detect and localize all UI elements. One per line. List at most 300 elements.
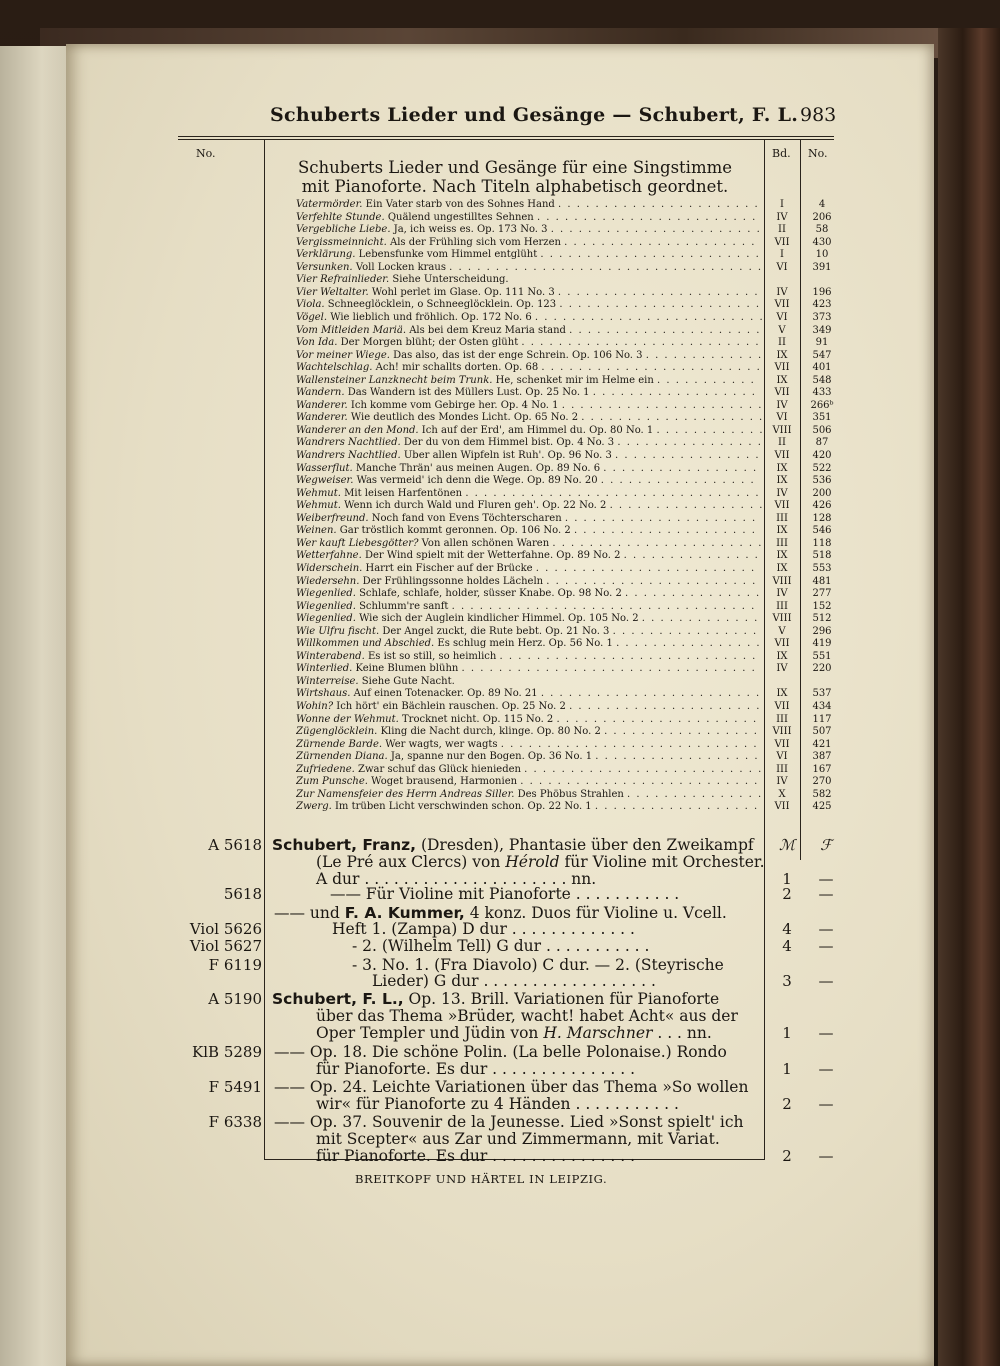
number-cell: 430 [812,236,832,248]
volume-cell: III [776,600,788,612]
number-cell: 506 [812,424,832,436]
song-incipit: Über allen Wipfeln ist Ruh'. Op. 96 No. 3 [403,450,612,461]
song-row [296,726,764,737]
entry-line: Heft 1. (Zampa) D dur . . . . . . . . . . . . . [332,920,635,938]
number-cell: 553 [812,562,832,574]
no-value: — [818,937,834,955]
entry-author: Hérold [505,853,560,871]
entry-line: —— Für Violine mit Pianoforte . . . . . . . . . . . [330,885,680,903]
song-title: Zürnende Barde. [296,738,383,750]
leader-dots: . . . . . . . . . . . [657,374,756,386]
column-header-no-left: No. [196,147,216,160]
song-row [296,400,764,411]
song-incipit: Wohl perlet im Glase. Op. 111 No. 3 [371,286,555,298]
song-row [296,613,764,624]
song-row [296,299,764,310]
song-row [296,362,764,373]
song-row [296,437,764,448]
song-incipit: Zwar schuf das Glück hienieden [358,763,521,775]
song-incipit: Ach! mir schallts dorten. Op. 68 [375,362,539,374]
number-cell: 537 [812,688,832,700]
number-cell: 296 [812,625,832,637]
number-cell: 419 [812,638,832,650]
leader-dots: . . . . . . . . . . . . . . . . [612,625,758,637]
number-cell: 481 [812,575,832,587]
bd-value: 1 [782,1060,792,1078]
section-title-line-2: mit Pianoforte. Nach Titeln alphabetisch geordnet. [301,177,729,196]
entry-text: Oper Templer und Jüdin von [316,1024,544,1042]
song-row [296,801,764,812]
song-title: Wasserflut. [296,462,353,474]
volume-cell: VIII [772,424,792,436]
number-cell: 507 [812,726,832,738]
leader-dots: . . . . . . . . . . . . . . . . . . . . . . . . . . . . [499,650,757,662]
song-title: Willkommen und Abschied. [296,638,435,650]
number-cell: 522 [812,462,832,474]
number-cell: 220 [812,663,832,675]
song-title: Wanderer. [296,399,348,411]
number-cell: 351 [812,412,832,424]
volume-cell: VII [774,387,790,399]
song-title: Wehmut. [296,487,341,499]
song-incipit: Im trüben Licht verschwinden schon. Op. 22 No. 1 [334,801,592,813]
number-cell: 387 [812,751,832,763]
number-cell: 118 [812,537,832,549]
song-incipit: Siehe Unterscheidung. [392,274,509,286]
number-cell: 420 [812,450,832,461]
song-row [296,337,764,348]
song-row [296,475,764,486]
volume-cell: II [778,224,786,236]
entry-code: Viol 5627 [189,937,262,955]
song-title: Wirtshaus. [296,688,351,700]
leader-dots: . . . . . . . . . . . . . [641,613,759,625]
song-title: Zufriedene. [296,763,355,775]
song-incipit: Der du von dem Himmel bist. Op. 4 No. 3 [403,437,615,449]
volume-cell: IV [776,211,788,223]
volume-cell: IX [776,650,788,662]
volume-cell: VI [776,751,788,763]
song-row [296,576,764,587]
volume-cell: X [778,788,786,800]
leader-dots: . . . . . . . . . . . . . . . . . . . . . . . . . . [520,776,759,788]
volume-cell: IX [776,525,788,537]
number-cell: 425 [812,801,832,813]
song-title: Wallensteiner Lanzknecht beim Trunk. [296,374,493,386]
number-cell: 277 [812,588,832,600]
song-incipit: Der Morgen blüht; der Osten glüht [340,337,519,349]
leader-dots: . . . . . . . . . . . . . . . . . . . . [573,525,757,537]
song-row [296,714,764,725]
entry-code: A 5618 [208,836,262,854]
leader-dots: . . . . . . . . . . . . . . . . . . . . . . . . . . . . . . . . [461,663,757,675]
number-cell: 152 [812,600,832,612]
entry-text: —— und [274,904,345,922]
song-incipit: Es schlug mein Herz. Op. 56 No. 1 [437,638,613,650]
no-value: — [818,885,834,903]
volume-cell: VII [774,801,790,813]
running-title: Schuberts Lieder und Gesänge — Schubert, F. L. [270,104,799,126]
leader-dots: . . . . . . . . . . . . . . . . . . . . . . . . [536,211,757,223]
number-cell: 433 [812,387,832,399]
column-header-bd: Bd. [772,147,791,160]
song-row [296,412,764,423]
song-incipit: Manche Thrän' aus meinen Augen. Op. 89 No. 6 [355,462,601,474]
song-title: Versunken. [296,261,353,273]
volume-cell: I [780,199,784,210]
header-rule [178,136,834,137]
leader-dots: . . . . . . . . . . . . . . . . . [603,462,758,474]
bd-value: 4 [782,920,792,938]
song-title: Vergissmeinnicht. [296,236,387,248]
entry-line: - 3. No. 1. (Fra Diavolo) C dur. — 2. (Steyrische [352,956,724,974]
song-incipit: Schlumm're sanft [359,600,449,612]
entry-text: (Dresden), Phantasie über den Zweikampf [416,836,754,854]
song-incipit: Der Wind spielt mit der Wetterfahne. Op. 89 No. 2 [364,550,621,562]
volume-cell: V [778,324,786,336]
no-value: — [818,972,834,990]
volume-cell: V [778,625,786,637]
no-value: — [818,1095,834,1113]
leader-dots: . . . . . . . . . . . . . . . . [617,437,763,449]
bd-value: 4 [782,937,792,955]
song-title: Wandrers Nachtlied. [296,437,401,449]
song-incipit: Schlafe, schlafe, holder, süsser Knabe. Op. 98 No. 2 [359,588,622,600]
song-row [296,387,764,398]
book-cover-right [938,28,1000,1366]
number-cell: 512 [812,613,832,625]
entry-text: . . . nn. [652,1024,712,1042]
song-row [296,212,764,223]
number-cell: 423 [812,299,832,311]
entry-code: F 5491 [208,1078,262,1096]
leader-dots: . . . . . . . . . . . . . . . . . . . . . [569,324,761,336]
song-row [296,764,764,775]
number-cell: 434 [812,701,832,712]
song-title: Wandrers Nachtlied. [296,450,401,461]
volume-cell: III [776,512,788,524]
number-cell: 518 [812,550,832,562]
volume-cell: IV [776,286,788,298]
number-cell: 548 [812,374,832,386]
song-row [296,262,764,273]
song-title: Zürnenden Diana. [296,751,388,763]
header-rule-2 [178,139,834,140]
entry-code: A 5190 [208,990,262,1008]
page-number: 983 [800,104,837,126]
leader-dots: . . . . . . . . . . . . . . . . . . . . . . . [552,537,763,549]
composer-name: Schubert, F. L., [272,990,404,1008]
composer-name: F. A. Kummer, [344,904,465,922]
song-title: Wandern. [296,387,345,399]
entry-line: - 2. (Wilhelm Tell) G dur . . . . . . . . . . . [352,937,650,955]
entry-author: H. Marschner [543,1024,653,1042]
bd-value: 1 [782,870,792,888]
song-title: Wiegenlied. [296,613,356,625]
leader-dots: . . . . . . . . . . . . . . . . . . . . [581,412,764,424]
number-cell: 401 [812,362,832,374]
number-cell: 426 [812,500,832,512]
section-title-line-1: Schuberts Lieder und Gesänge für eine Singstimme [297,158,733,177]
entry-line: A dur . . . . . . . . . . . . . . . . . . . . . nn. [316,870,597,888]
no-value: — [818,870,834,888]
number-cell: 10 [815,249,829,261]
song-title: Vom Mitleiden Mariä. [296,324,407,336]
leader-dots: . . . . . . . . . . . . . . . . . . . . . [564,512,757,524]
song-title: Winterabend. [296,650,365,662]
leader-dots: . . . . . . . . . . . . . . . . . . . . . . . . . [534,311,764,323]
song-title: Wanderer an den Mond. [296,424,419,436]
number-cell: 58 [815,224,829,236]
volume-cell: VI [776,311,788,323]
volume-cell: II [778,337,786,349]
song-title: Wohin? [296,701,334,712]
song-row [296,789,764,800]
leader-dots: . . . . . . . . . . . . . . . [623,550,760,562]
song-title: Wiegenlied. [296,588,356,600]
column-header-no: No. [808,147,828,160]
song-title: Verfehlte Stunde. [296,211,385,223]
volume-cell: III [776,537,788,549]
leader-dots: . . . . . . . . . . . . . . . . . . [595,751,760,763]
leader-dots: . . . . . . . . . . . . [656,424,764,436]
number-cell: 391 [812,261,832,273]
song-incipit: Schneeglöcklein, o Schneeglöcklein. Op. 123 [327,299,557,311]
volume-cell: IV [776,487,788,499]
bd-value: 2 [782,885,792,903]
entry-code: 5618 [223,885,262,903]
leader-dots: . . . . . . . . . . . . . . . . [615,450,761,461]
number-cell: 582 [812,788,832,800]
song-title: Wer kauft Liebesgötter? [296,537,419,549]
song-title: Weinen. [296,525,337,537]
song-title: Vier Refrainlieder. [296,274,390,286]
song-row [296,525,764,536]
entry-code: KlB 5289 [192,1043,262,1061]
number-cell: 349 [812,324,832,336]
song-row [296,274,764,285]
song-incipit: Das Wandern ist des Müllers Lust. Op. 25 No. 1 [347,387,590,399]
bd-value: 1 [782,1024,792,1042]
song-incipit: Das also, das ist der enge Schrein. Op. 106 No. 3 [393,349,643,361]
song-incipit: Wie sich der Äuglein kindlicher Himmel. Op. 105 No. 2 [359,613,639,625]
song-title: Zwerg. [296,801,332,813]
number-cell: 206 [812,211,832,223]
song-incipit: Ich auf der Erd', am Himmel du. Op. 80 No. 1 [421,424,654,436]
volume-cell: VI [776,412,788,424]
song-incipit: Was vermeid' ich denn die Wege. Op. 89 No. 20 [356,475,598,487]
entry-text: (Le Pré aux Clercs) von [316,853,506,871]
song-row [296,375,764,386]
song-incipit: Gar tröstlich kommt geronnen. Op. 106 No. 2 [339,525,571,537]
leader-dots: . . . . . . . . . . . . . . . . . . . . . . . . . . [521,337,761,349]
song-title: Wachtelschlag. [296,362,373,374]
song-title: Zum Punsche. [296,776,368,788]
song-title: Verklärung. [296,249,356,261]
song-row [296,312,764,323]
bd-value: 2 [782,1147,792,1165]
number-cell: 91 [815,337,829,349]
song-title: Vatermörder. [296,199,363,210]
composer-name: Schubert, Franz, [272,836,417,854]
song-row [296,776,764,787]
volume-cell: IX [776,562,788,574]
song-row [296,676,764,687]
song-title: Wiegenlied. [296,600,356,612]
volume-cell: IX [776,349,788,361]
song-title: Wegweiser. [296,475,354,487]
song-incipit: Noch fand von Evens Töchterscharen [371,512,562,524]
song-title: Wie Ulfru fischt. [296,625,380,637]
leader-dots: . . . . . . . . . . . . . . . . . . . . . . . . . . . . . . . . . . [449,261,763,273]
entry-line: für Pianoforte. Es dur . . . . . . . . . . . . . . . [316,1147,636,1165]
leader-dots: . . . . . . . . . . . . . . . . . . [592,387,757,399]
song-incipit: Ich komme vom Gebirge her. Op. 4 No. 1 [350,399,559,411]
song-row [296,550,764,561]
number-cell: 196 [812,286,832,298]
song-incipit: Als der Frühling sich vom Herzen [389,236,561,248]
leader-dots: . . . . . . . . . . . . . . . . . . . . . . . [550,224,762,236]
volume-cell: III [776,763,788,775]
song-title: Viola. [296,299,325,311]
entry-line: über das Thema »Brüder, wacht! habet Acht« aus der [316,1007,738,1025]
leader-dots: . . . . . . . . . . . . . . . . . . . . . . . . . . [524,763,763,775]
song-incipit: Kling die Nacht durch, klinge. Op. 80 No. 2 [380,726,601,738]
song-incipit: Der Angel zuckt, die Rute bebt. Op. 21 No. 3 [382,625,610,637]
leader-dots: . . . . . . . . . . . . . . . . . . . . . . [559,299,761,311]
song-title: Vor meiner Wiege. [296,349,390,361]
number-cell: 128 [812,512,832,524]
song-incipit: Woget brausend, Harmonien [371,776,518,788]
no-value: — [818,920,834,938]
leader-dots: . . . . . . . . . . . . . . . . . . . . . [569,701,761,712]
no-value: — [818,1147,834,1165]
entry-line: —— Op. 24. Leichte Variationen über das Thema »So wollen [274,1078,749,1096]
entry-text: für Violine mit Orchester. [559,853,765,871]
song-title: Widerschein. [296,562,363,574]
number-cell: 117 [812,713,832,725]
volume-cell: VII [774,362,790,374]
song-incipit: Des Phöbus Strahlen [517,788,624,800]
song-row [296,463,764,474]
bd-column-head-symbol: ℳ [778,836,796,854]
leader-dots: . . . . . . . . . . . . . . . . . . . . . . . . [535,562,756,574]
song-title: Vergebliche Liebe. [296,224,391,236]
volume-cell: VII [774,738,790,750]
entry-line: wir« für Pianoforte zu 4 Händen . . . . . . . . . . . [316,1095,679,1113]
volume-cell: IX [776,688,788,700]
number-cell: 536 [812,475,832,487]
entry-line [316,1024,712,1043]
song-incipit: Ja, spanne nur den Bogen. Op. 36 No. 1 [390,751,593,763]
song-incipit: Ein Vater starb von des Sohnes Hand [365,199,555,210]
volume-cell: VII [774,500,790,512]
volume-cell: VII [774,701,790,712]
volume-cell: IX [776,374,788,386]
volume-cell: VII [774,450,790,461]
song-row [296,199,764,210]
publisher-footer: BREITKOPF UND HÄRTEL IN LEIPZIG. [355,1172,608,1186]
song-row [296,488,764,499]
leader-dots: . . . . . . . . . . . . . [645,349,763,361]
song-row [296,237,764,248]
song-incipit: Wie deutlich des Mondes Licht. Op. 65 No. 2 [350,412,579,424]
song-row [296,601,764,612]
volume-cell: III [776,713,788,725]
leader-dots: . . . . . . . . . . . . . . . . . [600,475,756,487]
leader-dots: . . . . . . . . . . . . . . . . . . . . . . . . . . . . . . . . [465,487,761,499]
song-row [296,626,764,637]
number-cell: 266ᵇ [810,399,834,411]
number-cell: 270 [812,776,832,788]
song-row [296,751,764,762]
song-title: Wiedersehn. [296,575,360,587]
volume-cell: I [780,249,784,261]
number-cell: 4 [818,199,826,210]
no-column-head-symbol: ℱ [820,836,832,854]
volume-cell: IV [776,663,788,675]
song-row [296,688,764,699]
left-page-edge [0,46,70,1366]
volume-cell: VI [776,261,788,273]
entry-code: Viol 5626 [189,920,262,938]
song-incipit: Ja, ich weiss es. Op. 173 No. 3 [393,224,548,236]
number-cell: 546 [812,525,832,537]
leader-dots: . . . . . . . . . . . . . . . . . . . . . . . . [540,688,761,700]
song-title: Weiberfreund. [296,512,369,524]
song-incipit: Ich hört' ein Bächlein rauschen. Op. 25 No. 2 [336,701,566,712]
no-value: — [818,1024,834,1042]
song-row [296,425,764,436]
song-title: Winterlied. [296,663,353,675]
song-row [296,224,764,235]
song-incipit: Als bei dem Kreuz Maria stand [409,324,566,336]
song-title: Wonne der Wehmut. [296,713,399,725]
song-incipit: Harrt ein Fischer auf der Brücke [365,562,533,574]
leader-dots: . . . . . . . . . . . . . . . . . . . . . . [556,713,758,725]
volume-cell: IX [776,475,788,487]
leader-dots: . . . . . . . . . . . . . . . . . . . . . . . [546,575,757,587]
song-row [296,325,764,336]
number-cell: 87 [815,437,829,449]
entry-line: mit Scepter« aus Zar und Zimmermann, mit Variat. [316,1130,720,1148]
song-row [296,287,764,298]
leader-dots: . . . . . . . . . . . . . . . [625,588,761,600]
leader-dots: . . . . . . . . . . . . . . . . . . . . . . [558,199,760,210]
leader-dots: . . . . . . . . . . . . . . . . . . . . . [564,236,756,248]
leader-dots: . . . . . . . . . . . . . . . [627,788,763,800]
volume-cell: VIII [772,575,792,587]
volume-cell: IX [776,550,788,562]
song-row [296,500,764,511]
number-cell: 547 [812,349,832,361]
entry-line: —— Op. 37. Souvenir de la Jeunesse. Lied »Sonst spielt' ich [274,1113,744,1131]
volume-cell: IX [776,462,788,474]
song-row [296,450,764,461]
volume-cell: VII [774,236,790,248]
song-incipit: Voll Locken kraus [355,261,446,273]
song-row [296,638,764,649]
song-row [296,350,764,361]
entry-line: —— Op. 18. Die schöne Polin. (La belle Polonaise.) Rondo [274,1043,727,1061]
volume-cell: IV [776,399,788,411]
song-row [296,701,764,712]
leader-dots: . . . . . . . . . . . . . . . . . . . . . . . . . . . . [500,738,759,750]
entry-line: für Pianoforte. Es dur . . . . . . . . . . . . . . . [316,1060,636,1078]
song-incipit: Mit leisen Harfentönen [344,487,463,499]
number-cell: 167 [812,763,832,775]
leader-dots: . . . . . . . . . . . . . . . . . . . . . . [561,399,763,411]
